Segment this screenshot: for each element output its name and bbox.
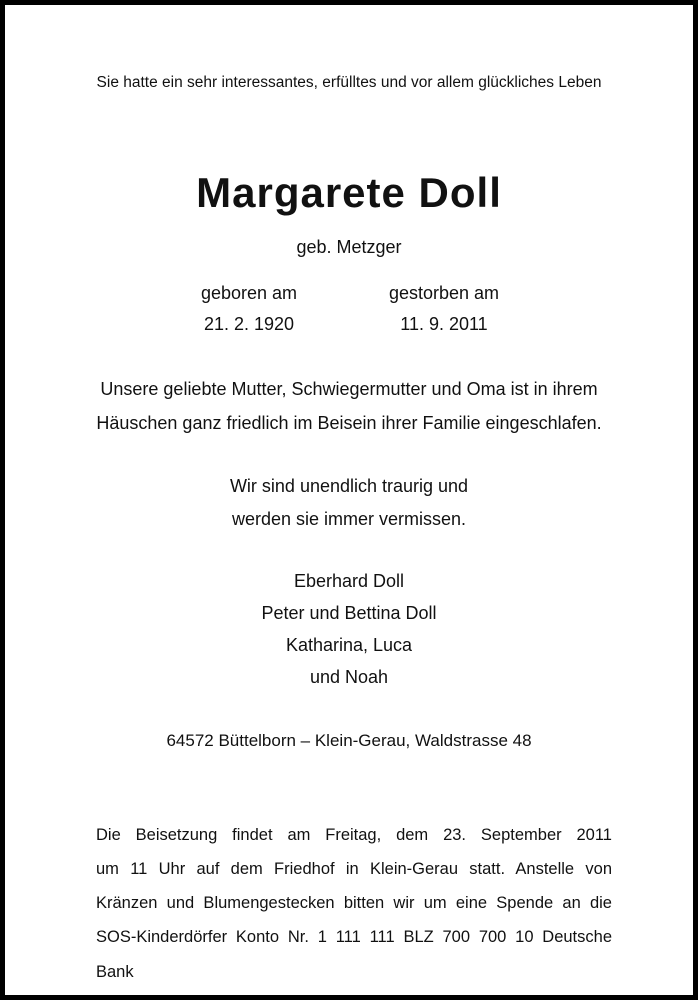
grief-line: werden sie immer vermissen. [231, 509, 467, 529]
maiden-name: geb. Metzger [296, 237, 402, 257]
signatory: Peter und Bettina Doll [261, 603, 437, 623]
message-line: Häuschen ganz friedlich im Beisein ihrer Familie eingeschlafen. [96, 413, 602, 433]
signatory: Eberhard Doll [293, 571, 405, 591]
grief-line: Wir sind unendlich traurig und [229, 476, 469, 496]
birth-date: 21. 2. 1920 [203, 314, 295, 334]
motto-text: Sie hatte ein sehr interessantes, erfülltes und vor allem glückliches Leben [96, 74, 602, 91]
signatory: und Noah [309, 667, 389, 687]
family-address: 64572 Büttelborn – Klein-Gerau, Waldstrasse 48 [166, 731, 532, 750]
funeral-info-line: Die Beisetzung findet am Freitag, dem 23. September 2011 [96, 826, 612, 844]
death-label: gestorben am [388, 283, 500, 303]
funeral-info-line: um 11 Uhr auf dem Friedhof in Klein-Gerau statt. Anstelle von [96, 860, 612, 878]
message-line: Unsere geliebte Mutter, Schwiegermutter und Oma ist in ihrem [100, 379, 598, 399]
death-date: 11. 9. 2011 [400, 314, 488, 334]
birth-label: geboren am [200, 283, 298, 303]
funeral-info-line: Kränzen und Blumengestecken bitten wir um eine Spende an die [96, 894, 612, 912]
signatory: Katharina, Luca [285, 635, 413, 655]
funeral-info-line: SOS-Kinderdörfer Konto Nr. 1 111 111 BLZ 700 700 10 Deutsche Bank [96, 928, 612, 981]
deceased-name: Margarete Doll [196, 169, 502, 216]
